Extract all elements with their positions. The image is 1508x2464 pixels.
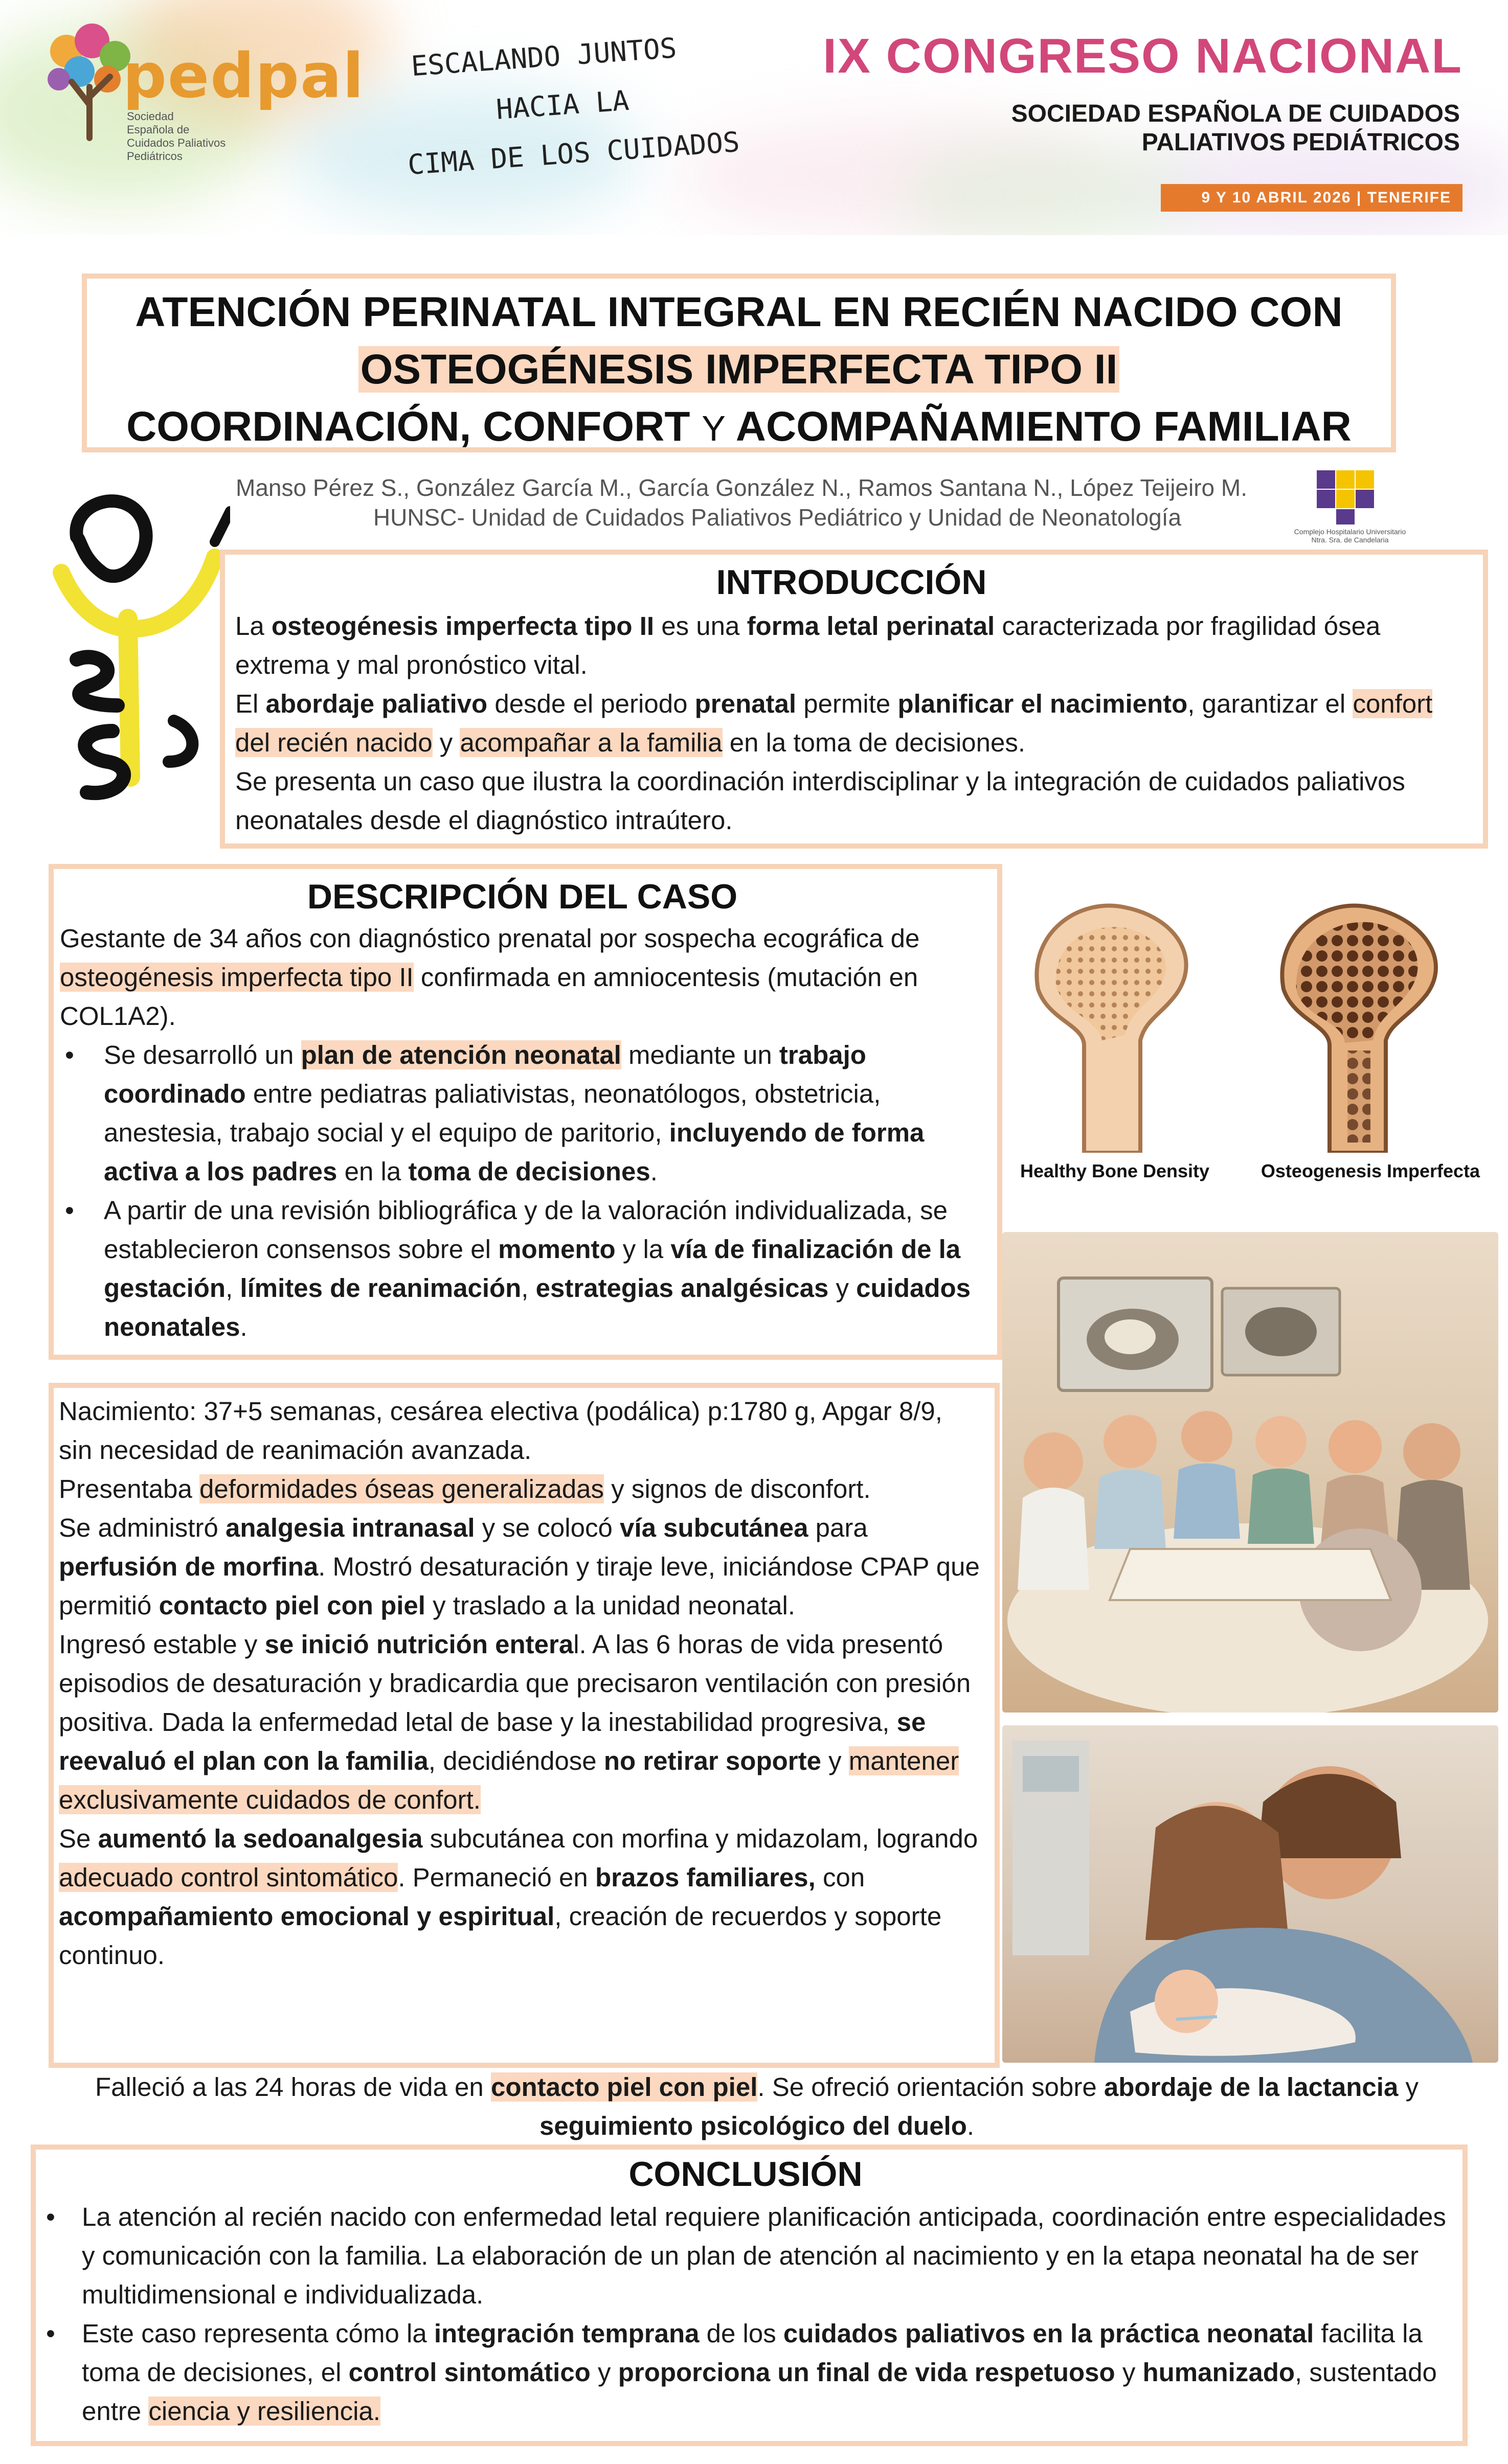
title-highlight: OSTEOGÉNESIS IMPERFECTA TIPO II — [358, 346, 1120, 393]
author-names: Manso Pérez S., González García M., García González N., Ramos Santana N., López Teijeiro M. — [236, 474, 1247, 501]
case-bullet-1 — [60, 1036, 985, 1191]
text-run: Se — [59, 1824, 98, 1853]
team-meeting-illustration — [1002, 1232, 1498, 1713]
hospital-logo-line: Ntra. Sra. de Candelaria — [1311, 536, 1389, 544]
hospital-logo-line: Complejo Hospitalario Universitario — [1294, 528, 1406, 536]
text-bold: contacto piel con piel — [159, 1591, 425, 1620]
text-run: . Permaneció en — [398, 1863, 595, 1892]
text-bold: planificar el nacimiento — [897, 689, 1188, 718]
text-bold: cuidados neonatales — [104, 1273, 971, 1341]
bone-illustration — [1007, 887, 1498, 1194]
hospital-logo-text — [1286, 528, 1414, 544]
text-run: y signos de disconfort. — [604, 1474, 871, 1503]
text-run: , garantizar el — [1187, 689, 1353, 718]
conclusion-bullets — [41, 2198, 1450, 2431]
text-run: . — [240, 1312, 247, 1341]
text-highlight: plan de atención neonatal — [301, 1040, 621, 1069]
slogan-line-2: HACIA LA — [495, 84, 631, 126]
affiliation: HUNSC- Unidad de Cuidados Paliativos Pediátrico y Unidad de Neonatología — [373, 504, 1182, 531]
text-run: Falleció a las 24 horas de vida en — [95, 2072, 491, 2102]
conclusion-bullet-1: • La atención al recién nacido con enfermedad letal requiere planificación anticipada, coordinación entre especialidades y comunicación con la familia. La elaboración de un plan de atención al nacimiento y en la etapa neonatal ha de ser multidimensional e individualizada. — [41, 2198, 1450, 2314]
text-run: Gestante de 34 años con diagnóstico prenatal por sospecha ecográfica de — [60, 924, 920, 953]
text-run: mediante un — [621, 1040, 779, 1069]
text-bold: momento — [498, 1235, 616, 1264]
case-panel — [49, 864, 1002, 1360]
text-bold: límites de reanimación — [240, 1273, 522, 1303]
title-line-2 — [87, 341, 1391, 398]
text-highlight: mantener exclusivamente cuidados de confort. — [59, 1746, 959, 1814]
text-bold: perfusión de morfina — [59, 1552, 319, 1581]
text-run: es una — [654, 611, 747, 641]
decorative-figure — [46, 491, 230, 828]
text-run: , decidiéndose — [428, 1746, 604, 1775]
text-run: . Mostró desaturación y tiraje leve, iniciándose CPAP que permitió — [59, 1552, 980, 1620]
congress-place: TENERIFE — [1367, 189, 1451, 206]
text-bold: osteogénesis imperfecta tipo II — [271, 611, 655, 641]
text-run: entre pediatras paliativistas, neonatólogos, obstetricia, anestesia, trabajo social y el equipo de paritorio, — [104, 1079, 881, 1147]
text-bold: integración temprana — [434, 2319, 700, 2348]
text-highlight: adecuado control sintomático — [59, 1863, 398, 1892]
text-run: en la toma de decisiones. — [722, 728, 1026, 757]
text-bold: vía subcutánea — [620, 1513, 808, 1542]
text-run: , — [226, 1273, 240, 1303]
slogan-line-1: ESCALANDO JUNTOS — [410, 32, 678, 83]
text-run: para — [808, 1513, 868, 1542]
congress-title: IX CONGRESO NACIONAL — [823, 29, 1462, 83]
text-highlight: ciencia y resiliencia. — [148, 2397, 380, 2426]
analgesia-sentence — [59, 1509, 982, 1625]
conclusion-panel — [31, 2144, 1468, 2446]
hospital-logo — [1286, 470, 1414, 547]
text-run: y traslado a la unidad neonatal. — [425, 1591, 795, 1620]
deformity-sentence — [59, 1470, 982, 1509]
outcome-text — [41, 2068, 1473, 2146]
text-run: de los — [699, 2319, 783, 2348]
text-run: Se administró — [59, 1513, 226, 1542]
date-bar — [1161, 184, 1462, 212]
intro-text — [235, 607, 1468, 840]
slogan — [400, 29, 766, 179]
progression-sentence — [59, 1625, 982, 1819]
text-bold: aumentó la sedoanalgesia — [98, 1824, 423, 1853]
text-run: y se colocó — [475, 1513, 620, 1542]
healthy-bone-icon — [1007, 887, 1222, 1153]
text-run: y — [821, 1746, 849, 1775]
text-bold: humanizado — [1142, 2358, 1295, 2387]
text-run: y — [828, 1273, 857, 1303]
text-run: A partir de una revisión bibliográfica y de la valoración individualizada, se establecieron consensos sobre el — [104, 1196, 948, 1264]
logo-sub-line: Sociedad — [127, 110, 174, 123]
logo-subtitle — [127, 110, 271, 163]
title-line-3 — [87, 398, 1391, 457]
society-line-1: SOCIEDAD ESPAÑOLA DE CUIDADOS — [1011, 100, 1460, 127]
title-line-3b: Y — [702, 408, 726, 448]
text-run: y — [590, 2358, 618, 2387]
text-bold: trabajo coordinado — [104, 1040, 866, 1108]
intro-paragraph-1 — [235, 607, 1468, 685]
text-bold: no retirar soporte — [603, 1746, 821, 1775]
text-run: y la — [615, 1235, 671, 1264]
text-run: permite — [796, 689, 898, 718]
team-meeting-icon — [1002, 1232, 1498, 1713]
text-run: desde el periodo — [487, 689, 695, 718]
text-bold: incluyendo de forma activa a los padres — [104, 1118, 925, 1186]
text-bold: proporciona un final de vida respetuoso — [618, 2358, 1115, 2387]
text-highlight: contacto piel con piel — [490, 2072, 758, 2102]
family-icon — [1002, 1725, 1498, 2063]
text-run: El — [235, 689, 266, 718]
text-run: . — [650, 1157, 658, 1186]
text-highlight: osteogénesis imperfecta tipo II — [60, 963, 414, 992]
text-highlight: confort del recién nacido — [235, 689, 1433, 757]
text-bold: se reevaluó el plan con la familia — [59, 1707, 926, 1775]
conclusion-heading: CONCLUSIÓN — [628, 2155, 863, 2194]
text-run: , — [521, 1273, 536, 1303]
family-illustration — [1002, 1725, 1498, 2063]
text-run: facilita la toma de decisiones, el — [82, 2319, 1423, 2387]
text-run: , sustentado entre — [82, 2358, 1437, 2426]
text-highlight: acompañar a la familia — [460, 728, 723, 757]
title-line-1: ATENCIÓN PERINATAL INTEGRAL EN RECIÉN NACIDO CON — [135, 289, 1343, 335]
intro-paragraph-2 — [235, 685, 1468, 762]
text-run: subcutánea con morfina y midazolam, logrando — [422, 1824, 978, 1853]
text-run: y — [1115, 2358, 1143, 2387]
text-bold: acompañamiento emocional y espiritual — [59, 1902, 555, 1931]
congress-date: 9 Y 10 ABRIL 2026 — [1201, 189, 1352, 206]
birth-sentence: Nacimiento: 37+5 semanas, cesárea electiva (podálica) p:1780 g, Apgar 8/9, sin necesidad de reanimación avanzada. — [59, 1397, 942, 1465]
text-bold: vía de finalización de la gestación — [104, 1235, 961, 1303]
text-run: Ingresó estable y — [59, 1630, 265, 1659]
text-bold: seguimiento psicológico del duelo — [539, 2111, 967, 2140]
sedation-sentence — [59, 1819, 982, 1975]
evolution-panel — [49, 1383, 1000, 2068]
text-highlight: deformidades óseas generalizadas — [199, 1474, 604, 1503]
intro-paragraph-3: Se presenta un caso que ilustra la coordinación interdisciplinar y la integración de cuidados paliativos neonatales desde el diagnóstico intraútero. — [235, 767, 1405, 835]
text-run: La — [235, 611, 272, 641]
slogan-line-3: CIMA DE LOS CUIDADOS — [407, 125, 741, 181]
title-line-3c: ACOMPAÑAMIENTO FAMILIAR — [735, 403, 1352, 450]
text-run: Este caso representa cómo la — [82, 2319, 434, 2348]
society-line-2: PALIATIVOS PEDIÁTRICOS — [1141, 129, 1460, 156]
case-text — [60, 919, 985, 1347]
conclusion-bullet-2 — [41, 2314, 1450, 2431]
text-bold: abordaje paliativo — [265, 689, 488, 718]
text-bold: analgesia intranasal — [225, 1513, 475, 1542]
figure-icon — [46, 491, 230, 828]
text-run: Presentaba — [59, 1474, 200, 1503]
intro-heading: INTRODUCCIÓN — [716, 563, 987, 602]
authors-block — [153, 473, 1330, 532]
text-run: y — [1398, 2072, 1419, 2102]
text-bold: forma letal perinatal — [747, 611, 995, 641]
text-bold: cuidados paliativos en la práctica neonatal — [783, 2319, 1314, 2348]
case-bullets — [60, 1036, 985, 1347]
title-box — [82, 273, 1396, 452]
text-bold: prenatal — [694, 689, 797, 718]
pedpal-logo — [36, 20, 365, 163]
logo-sub-line: Española de — [127, 123, 190, 136]
oi-bone-caption: Osteogenesis Imperfecta — [1261, 1160, 1480, 1181]
text-run: . Se ofreció orientación sobre — [757, 2072, 1104, 2102]
oi-bone-icon — [1253, 887, 1478, 1153]
hospital-cross-icon — [1307, 470, 1393, 527]
evolution-text — [59, 1392, 982, 1975]
healthy-bone-caption: Healthy Bone Density — [1020, 1160, 1210, 1181]
text-bold: abordaje de la lactancia — [1104, 2072, 1399, 2102]
text-bold: se inició nutrición entera — [264, 1630, 574, 1659]
logo-wordmark: pedpal — [123, 41, 365, 112]
text-run: y — [432, 728, 460, 757]
text-run: en la — [337, 1157, 409, 1186]
text-bold: control sintomático — [348, 2358, 591, 2387]
logo-sub-line: Cuidados Paliativos Pediátricos — [127, 136, 226, 163]
title-line-3a: COORDINACIÓN, CONFORT — [126, 403, 690, 450]
text-run: con — [815, 1863, 865, 1892]
society-name — [839, 100, 1460, 157]
date-separator: | — [1356, 189, 1367, 206]
intro-panel — [220, 550, 1488, 849]
case-paragraph-1 — [60, 919, 985, 1036]
text-run: , creación de recuerdos y soporte continuo. — [59, 1902, 942, 1970]
text-run: caracterizada por fragilidad ósea extrema y mal pronóstico vital. — [235, 611, 1381, 679]
text-bold: brazos familiares, — [595, 1863, 816, 1892]
text-run: confirmada en amniocentesis (mutación en COL1A2). — [60, 963, 918, 1031]
text-run: Se desarrolló un — [104, 1040, 301, 1069]
text-run: . — [966, 2111, 975, 2140]
text-run: l. A las 6 horas de vida presentó episodios de desaturación y bradicardia que precisaron ventilación con presión positiva. Dada la enfermedad letal de base y la inestabilidad progresiva, — [59, 1630, 971, 1737]
case-bullet-2 — [60, 1191, 985, 1347]
text-bold: toma de decisiones — [408, 1157, 650, 1186]
case-heading: DESCRIPCIÓN DEL CASO — [307, 877, 738, 916]
text-bold: estrategias analgésicas — [535, 1273, 829, 1303]
